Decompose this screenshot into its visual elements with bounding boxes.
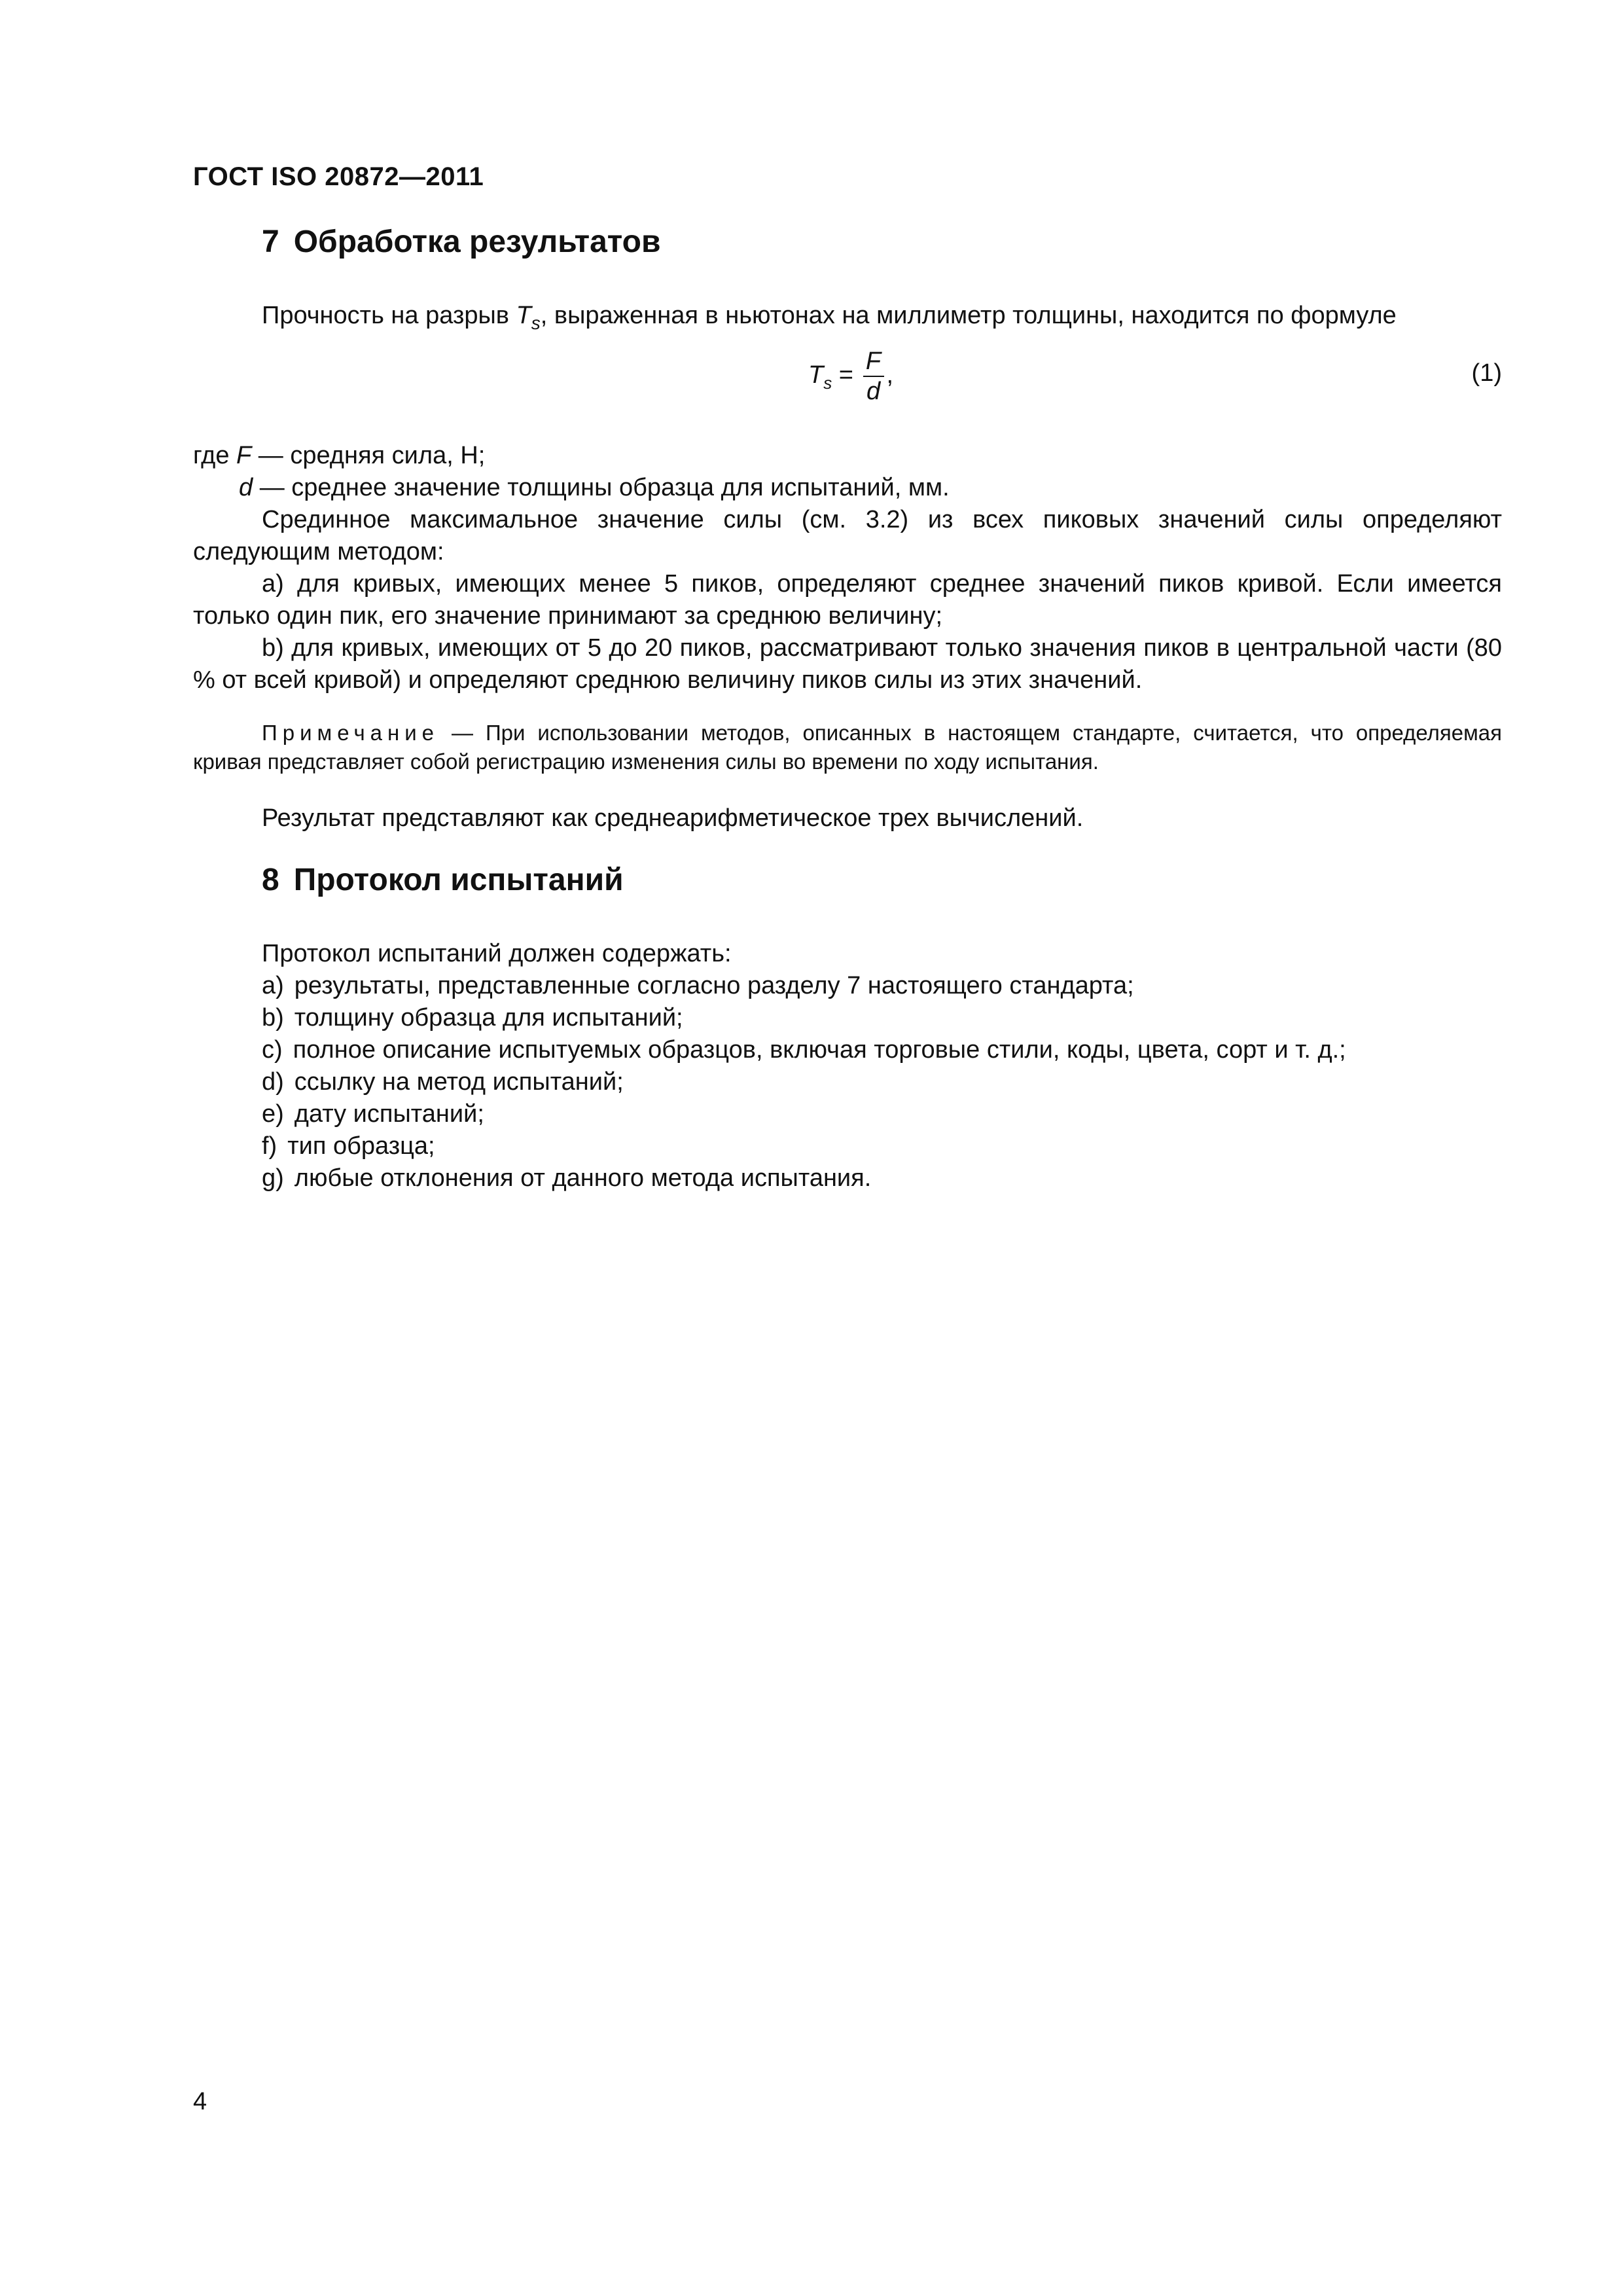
protocol-item-f: [193, 1130, 1502, 1162]
where-F-symbol: F: [236, 442, 252, 469]
list-letter: c): [262, 1036, 283, 1064]
formula-fraction: [863, 347, 884, 406]
intro-text-after: , выраженная в ньютонах на миллиметр толщины, находится по формуле: [540, 302, 1397, 329]
where-d-text: — среднее значение толщины образца для испытаний, мм.: [253, 474, 950, 501]
section-8-title: [193, 861, 1502, 900]
list-letter: e): [262, 1100, 284, 1128]
protocol-item-b: [193, 1002, 1502, 1034]
protocol-item-c: [193, 1034, 1502, 1066]
page-number: 4: [193, 2088, 207, 2115]
formula-row: [193, 342, 1502, 420]
protocol-item-e: [193, 1098, 1502, 1130]
list-item-text: толщину образца для испытаний;: [294, 1004, 683, 1031]
method-item-b: b) для кривых, имеющих от 5 до 20 пиков, рассматривают только значения пиков в центральной части (80 % от всей кривой) и определяют среднюю величину пиков силы из этих значений.: [193, 634, 1502, 694]
where-d-symbol: d: [239, 474, 253, 501]
section-8-title-text: Протокол испытаний: [293, 863, 624, 897]
list-item-text: ссылку на метод испытаний;: [294, 1068, 624, 1096]
list-letter: d): [262, 1068, 284, 1096]
document-code-header: ГОСТ ISO 20872—2011: [193, 162, 484, 191]
where-F-line: [193, 440, 1502, 472]
intro-symbol-T: T: [516, 302, 531, 329]
intro-symbol-sub-s: s: [531, 313, 541, 333]
note-paragraph: [193, 719, 1502, 776]
list-letter: b): [262, 1004, 284, 1031]
list-item-text: тип образца;: [287, 1132, 435, 1160]
formula-denominator: d: [866, 378, 881, 405]
section-7-number: 7: [262, 224, 279, 259]
formula-number: (1): [1471, 359, 1502, 387]
protocol-item-d: [193, 1066, 1502, 1098]
tensile-strength-intro: [193, 300, 1502, 339]
method-item-a: a) для кривых, имеющих менее 5 пиков, определяют среднее значений пиков кривой. Если имеется только один пик, его значение принимают за среднюю величину;: [193, 570, 1502, 630]
section-8-number: 8: [262, 863, 279, 897]
document-body: [193, 223, 1502, 1194]
list-letter: a): [262, 972, 284, 999]
formula-lhs: T: [808, 361, 824, 389]
section-7-title: [193, 223, 1502, 262]
result-paragraph: Результат представляют как среднеарифметическое трех вычислений.: [262, 804, 1084, 832]
intro-text-before: Прочность на разрыв: [262, 302, 516, 329]
formula-trailing-comma: ,: [886, 361, 894, 389]
note-label: Примечание: [262, 721, 440, 745]
where-F-text: — средняя сила, Н;: [251, 442, 486, 469]
section-7-title-text: Обработка результатов: [293, 224, 661, 259]
note-text: — При использовании методов, описанных в настоящем стандарте, считается, что определяемая кривая представляет собой регистрацию изменения силы во времени по ходу испытания.: [193, 721, 1502, 774]
list-item-text: полное описание испытуемых образцов, включая торговые стили, коды, цвета, сорт и т. д.;: [293, 1036, 1346, 1064]
protocol-item-a: [193, 970, 1502, 1002]
list-letter: f): [262, 1132, 277, 1160]
median-method-paragraph: Срединное максимальное значение силы (см. 3.2) из всех пиковых значений силы определяют следующим методом:: [193, 506, 1502, 565]
list-letter: g): [262, 1164, 284, 1192]
where-d-line: [193, 472, 1502, 504]
protocol-item-g: [193, 1162, 1502, 1194]
formula-numerator: F: [865, 348, 882, 375]
list-item-text: результаты, представленные согласно разделу 7 настоящего стандарта;: [294, 972, 1134, 999]
where-prefix: где: [193, 442, 237, 469]
protocol-intro: Протокол испытаний должен содержать:: [262, 940, 732, 967]
formula-equals: =: [832, 361, 861, 389]
list-item-text: любые отклонения от данного метода испытания.: [294, 1164, 872, 1192]
formula-1: [808, 347, 893, 406]
list-item-text: дату испытаний;: [294, 1100, 484, 1128]
formula-lhs-sub: s: [823, 373, 832, 393]
